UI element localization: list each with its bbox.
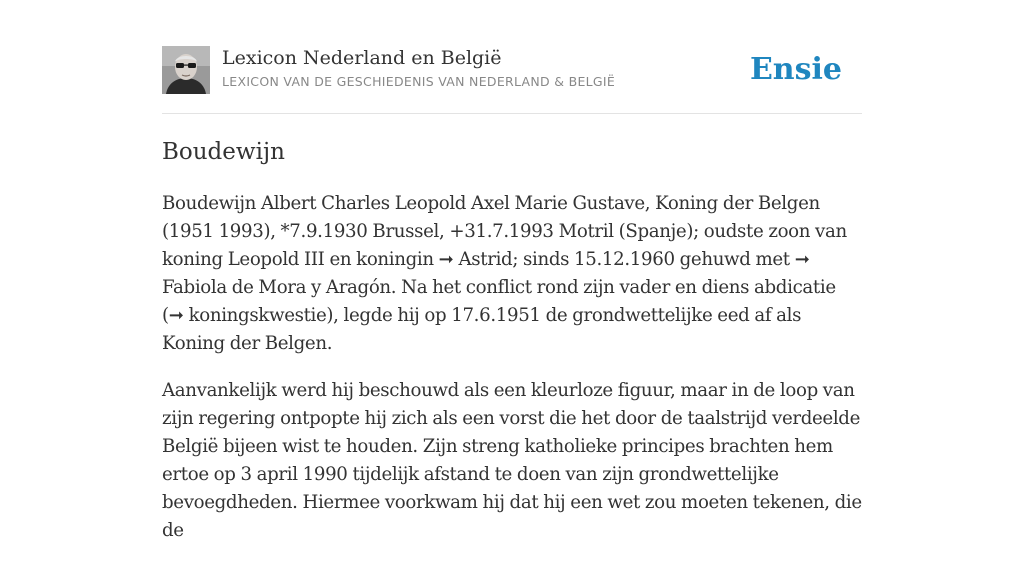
author-avatar[interactable] xyxy=(162,46,210,94)
site-subtitle: LEXICON VAN DE GESCHIEDENIS VAN NEDERLAND & BELGIË xyxy=(222,74,616,89)
article-body xyxy=(162,190,862,564)
article-title: Boudewijn xyxy=(162,139,285,165)
ensie-logo-link[interactable]: Ensie xyxy=(749,52,842,87)
site-title[interactable]: Lexicon Nederland en België xyxy=(222,47,502,69)
article-paragraph: Boudewijn Albert Charles Leopold Axel Marie Gustave, Koning der Belgen (1951 1993), *7.9.1930 Brussel, +31.7.1993 Motril (Spanje); oudste zoon van koning Leopold III en koningin ➞ Astrid; sinds 15.12.1960 gehuwd met ➞ Fabiola de Mora y Aragón. Na het conflict rond zijn vader en diens abdicatie (➞ koningskwestie), legde hij op 17.6.1951 de grondwettelijke eed af als Koning der Belgen. xyxy=(162,193,847,354)
author-portrait-icon xyxy=(162,46,210,94)
article-paragraph: Aanvankelijk werd hij beschouwd als een kleurloze figuur, maar in de loop van zijn regering ontpopte hij zich als een vorst die het door de taalstrijd verdeelde België bijeen wist te houden. Zijn streng katholieke principes brachten hem ertoe op 3 april 1990 tijdelijk afstand te doen van zijn grondwettelijke bevoegdheden. Hiermee voorkwam hij dat hij een wet zou moeten tekenen, die de xyxy=(162,380,862,541)
site-header xyxy=(162,46,862,114)
